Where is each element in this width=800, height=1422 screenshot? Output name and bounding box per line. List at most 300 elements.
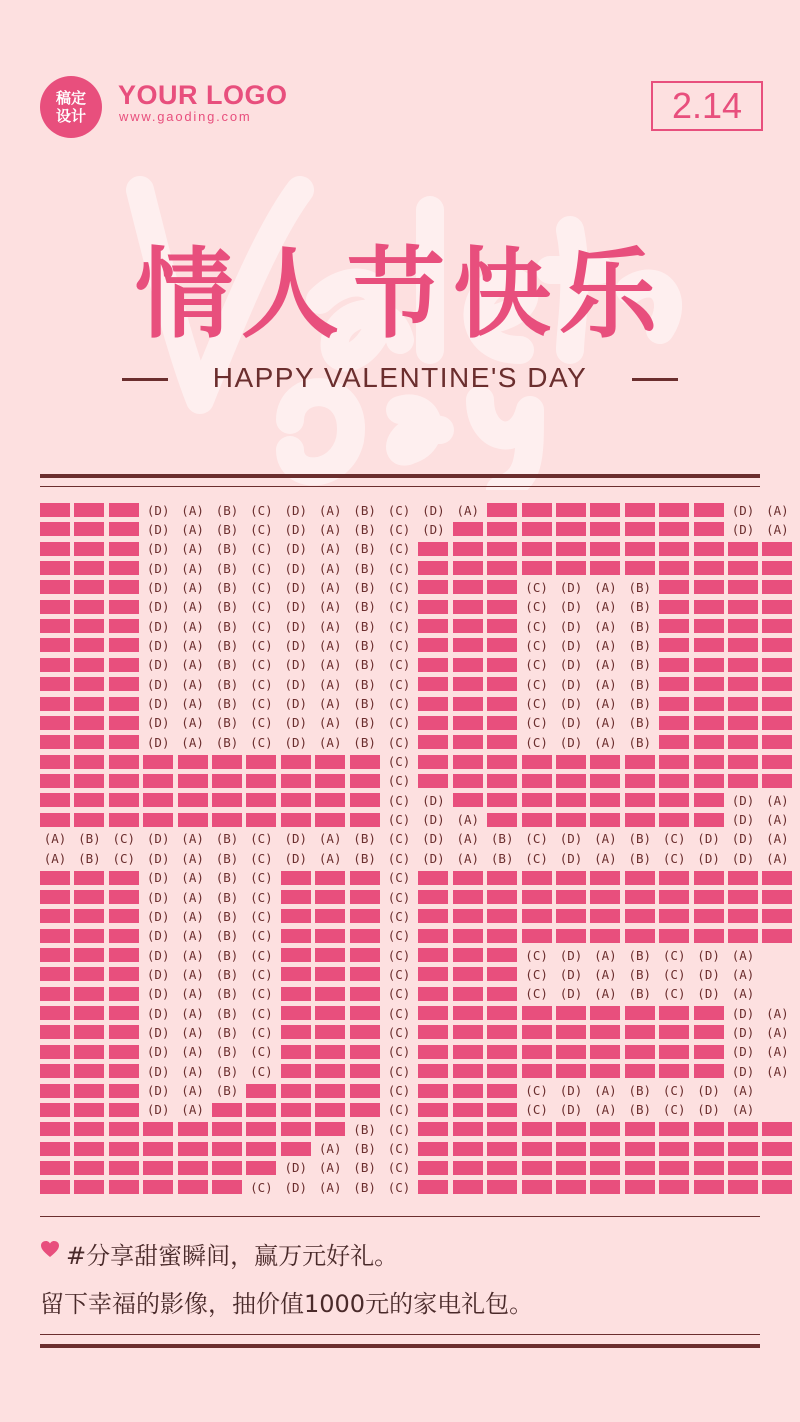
grid-block (590, 503, 620, 517)
grid-label: (D) (559, 637, 583, 653)
grid-block (74, 580, 104, 594)
grid-label: (C) (525, 696, 548, 711)
grid-block (74, 1084, 104, 1098)
grid-block (453, 1122, 483, 1136)
grid-label: (D) (146, 850, 170, 866)
grid-block (350, 929, 380, 943)
grid-label: (D) (284, 676, 308, 692)
grid-label: (B) (215, 734, 239, 750)
grid-block (350, 1045, 380, 1059)
grid-block (281, 909, 311, 923)
grid-block (74, 1103, 104, 1117)
grid-block (522, 813, 552, 827)
grid-label: (D) (731, 502, 755, 518)
grid-block (74, 909, 104, 923)
grid-label: (D) (559, 715, 583, 731)
grid-label: (A) (766, 1024, 789, 1040)
grid-block (109, 1180, 139, 1194)
grid-block (556, 813, 586, 827)
grid-label: (B) (215, 696, 239, 711)
grid-block (40, 948, 70, 962)
grid-block (453, 755, 483, 769)
grid-block (418, 909, 448, 923)
grid-label: (C) (662, 986, 686, 1002)
grid-label: (C) (387, 560, 411, 576)
grid-block (40, 716, 70, 730)
grid-label: (C) (387, 792, 411, 808)
grid-block (350, 871, 380, 885)
grid-block (109, 967, 139, 981)
grid-block (453, 774, 483, 788)
grid-block (143, 755, 173, 769)
grid-block (109, 580, 139, 594)
grid-block (74, 948, 104, 962)
grid-block (625, 522, 655, 536)
grid-block (556, 542, 586, 556)
grid-block (728, 755, 758, 769)
grid-label: (C) (250, 676, 273, 692)
grid-label: (D) (422, 792, 445, 808)
grid-block (350, 1006, 380, 1020)
grid-block (315, 909, 345, 923)
grid-label: (D) (559, 599, 583, 615)
grid-block (556, 793, 586, 807)
grid-block (659, 1064, 689, 1078)
grid-block (315, 1064, 345, 1078)
grid-block (178, 1122, 208, 1136)
grid-block (281, 1142, 311, 1156)
grid-block (522, 561, 552, 575)
grid-label: (D) (146, 947, 170, 963)
grid-block (625, 871, 655, 885)
grid-block (40, 1161, 70, 1175)
grid-label: (C) (387, 1141, 411, 1157)
grid-label: (D) (422, 502, 445, 518)
grid-label: (C) (387, 1044, 411, 1060)
grid-block (487, 1122, 517, 1136)
top-rule-thin (40, 486, 760, 487)
grid-label: (B) (628, 1102, 652, 1118)
grid-label: (C) (250, 1024, 273, 1040)
grid-block (522, 871, 552, 885)
grid-label: (A) (318, 715, 342, 731)
grid-block (487, 561, 517, 575)
grid-block (522, 1045, 552, 1059)
grid-block (659, 522, 689, 536)
grid-block (281, 890, 311, 904)
grid-label: (D) (146, 889, 170, 905)
grid-label: (B) (628, 676, 652, 692)
grid-label: (B) (353, 560, 376, 576)
grid-block (590, 793, 620, 807)
grid-block (487, 1006, 517, 1020)
grid-label: (A) (181, 579, 204, 595)
grid-block (109, 793, 139, 807)
grid-label: (A) (766, 1063, 789, 1079)
grid-label: (D) (284, 850, 308, 866)
grid-block (659, 1161, 689, 1175)
grid-block (659, 561, 689, 575)
grid-block (487, 638, 517, 652)
grid-label: (D) (284, 502, 308, 518)
grid-block (109, 1084, 139, 1098)
grid-label: (D) (146, 1024, 170, 1040)
grid-block (487, 793, 517, 807)
grid-block (281, 1045, 311, 1059)
grid-label: (A) (731, 1102, 755, 1118)
grid-block (350, 774, 380, 788)
grid-label: (C) (250, 870, 273, 886)
grid-block (350, 1103, 380, 1117)
grid-label: (A) (594, 1083, 617, 1098)
grid-block (487, 503, 517, 517)
grid-label: (C) (387, 657, 411, 673)
grid-block (762, 929, 792, 943)
grid-block (590, 929, 620, 943)
grid-label: (A) (456, 502, 480, 518)
bottom-rule-thin (40, 1334, 760, 1335)
grid-block (453, 600, 483, 614)
grid-block (143, 1180, 173, 1194)
grid-label: (B) (215, 502, 239, 518)
grid-label: (D) (146, 599, 170, 615)
grid-label: (B) (215, 1083, 239, 1098)
grid-block (625, 929, 655, 943)
grid-label: (D) (731, 1044, 755, 1060)
grid-label: (C) (387, 1160, 411, 1176)
grid-block (556, 522, 586, 536)
grid-block (74, 1006, 104, 1020)
grid-block (487, 1064, 517, 1078)
grid-label: (B) (215, 850, 239, 866)
grid-label: (C) (525, 947, 548, 963)
grid-block (212, 1103, 242, 1117)
grid-block (556, 909, 586, 923)
grid-block (487, 658, 517, 672)
grid-block (40, 1103, 70, 1117)
grid-block (762, 774, 792, 788)
grid-label: (A) (181, 1005, 204, 1021)
top-rule-thick (40, 474, 760, 478)
grid-block (590, 890, 620, 904)
grid-block (522, 909, 552, 923)
grid-label: (D) (146, 908, 170, 924)
grid-block (625, 793, 655, 807)
grid-block (418, 677, 448, 691)
grid-block (694, 774, 724, 788)
grid-block (40, 1025, 70, 1039)
grid-block (694, 677, 724, 691)
grid-block (694, 1045, 724, 1059)
grid-label: (C) (525, 1083, 548, 1098)
grid-block (40, 813, 70, 827)
grid-block (246, 1084, 276, 1098)
grid-block (109, 735, 139, 749)
grid-block (418, 774, 448, 788)
grid-block (453, 735, 483, 749)
grid-label: (C) (387, 1121, 411, 1137)
grid-label: (A) (594, 599, 617, 615)
grid-block (728, 1180, 758, 1194)
grid-label: (C) (387, 773, 411, 789)
grid-label: (C) (387, 734, 411, 750)
grid-block (453, 658, 483, 672)
grid-block (40, 929, 70, 943)
grid-block (487, 1045, 517, 1059)
grid-block (694, 1064, 724, 1078)
grid-label: (D) (422, 812, 445, 828)
grid-block (694, 929, 724, 943)
logo-url: www.gaoding.com (119, 109, 252, 124)
grid-label: (B) (215, 947, 239, 963)
grid-block (487, 1142, 517, 1156)
grid-block (40, 600, 70, 614)
grid-block (246, 1122, 276, 1136)
grid-block (281, 987, 311, 1001)
logo-badge (40, 76, 102, 138)
grid-block (109, 638, 139, 652)
grid-block (728, 600, 758, 614)
grid-block (281, 948, 311, 962)
grid-block (590, 561, 620, 575)
grid-label: (C) (250, 831, 273, 847)
grid-block (418, 929, 448, 943)
grid-block (694, 1161, 724, 1175)
grid-block (40, 871, 70, 885)
grid-block (453, 909, 483, 923)
grid-block (556, 1045, 586, 1059)
grid-block (694, 619, 724, 633)
grid-label: (D) (284, 715, 308, 731)
grid-label: (D) (146, 502, 170, 518)
grid-block (74, 929, 104, 943)
grid-label: (A) (594, 947, 617, 963)
grid-label: (D) (146, 560, 170, 576)
grid-block (109, 1064, 139, 1078)
grid-block (762, 871, 792, 885)
grid-label: (B) (628, 966, 652, 982)
grid-block (212, 793, 242, 807)
grid-block (590, 1122, 620, 1136)
grid-label: (D) (731, 1005, 755, 1021)
grid-block (556, 890, 586, 904)
grid-label: (C) (387, 618, 411, 634)
grid-label: (B) (215, 831, 239, 847)
grid-label: (A) (766, 1005, 789, 1021)
grid-block (246, 774, 276, 788)
grid-label: (D) (284, 637, 308, 653)
grid-block (74, 503, 104, 517)
grid-label: (B) (353, 618, 376, 634)
grid-block (728, 716, 758, 730)
grid-label: (C) (250, 502, 273, 518)
grid-label: (A) (318, 657, 342, 673)
grid-block (315, 871, 345, 885)
grid-block (625, 1180, 655, 1194)
grid-label: (B) (628, 715, 652, 731)
grid-block (694, 542, 724, 556)
grid-label: (A) (766, 831, 789, 847)
grid-label: (A) (594, 850, 617, 866)
grid-label: (D) (559, 696, 583, 711)
grid-block (109, 677, 139, 691)
grid-label: (C) (387, 1063, 411, 1079)
grid-block (694, 503, 724, 517)
grid-block (40, 987, 70, 1001)
grid-block (40, 580, 70, 594)
grid-label: (C) (525, 637, 548, 653)
grid-block (522, 542, 552, 556)
grid-block (418, 600, 448, 614)
grid-block (143, 1161, 173, 1175)
grid-block (40, 735, 70, 749)
grid-label: (A) (594, 986, 617, 1002)
grid-label: (C) (525, 599, 548, 615)
grid-block (625, 1122, 655, 1136)
grid-block (487, 677, 517, 691)
grid-block (453, 987, 483, 1001)
grid-block (694, 580, 724, 594)
grid-label: (D) (559, 831, 583, 847)
grid-label: (C) (387, 831, 411, 847)
grid-block (556, 774, 586, 788)
grid-block (418, 619, 448, 633)
grid-block (281, 1084, 311, 1098)
grid-block (487, 813, 517, 827)
grid-label: (C) (250, 579, 273, 595)
grid-block (246, 1103, 276, 1117)
grid-label: (C) (387, 715, 411, 731)
grid-block (315, 1084, 345, 1098)
grid-label: (B) (353, 1121, 376, 1137)
grid-block (74, 813, 104, 827)
grid-block (625, 890, 655, 904)
pattern-grid (40, 502, 789, 1199)
grid-label: (A) (594, 966, 617, 982)
grid-label: (A) (318, 618, 342, 634)
grid-block (556, 755, 586, 769)
grid-block (418, 987, 448, 1001)
grid-block (109, 987, 139, 1001)
grid-block (350, 793, 380, 807)
grid-block (522, 1180, 552, 1194)
grid-label: (D) (146, 734, 170, 750)
grid-label: (A) (318, 599, 342, 615)
grid-label: (A) (181, 831, 204, 847)
grid-block (625, 813, 655, 827)
grid-block (728, 871, 758, 885)
grid-label: (B) (490, 831, 514, 847)
grid-block (281, 813, 311, 827)
grid-label: (A) (318, 637, 342, 653)
grid-block (418, 561, 448, 575)
grid-block (453, 1180, 483, 1194)
grid-label: (D) (146, 1102, 170, 1118)
grid-block (556, 1025, 586, 1039)
grid-label: (A) (318, 502, 342, 518)
grid-block (556, 1064, 586, 1078)
grid-block (212, 1142, 242, 1156)
grid-block (694, 1122, 724, 1136)
grid-label: (A) (594, 734, 617, 750)
grid-label: (A) (181, 521, 204, 537)
grid-label: (B) (215, 1063, 239, 1079)
grid-block (728, 1142, 758, 1156)
grid-block (728, 774, 758, 788)
grid-block (315, 1103, 345, 1117)
grid-block (625, 909, 655, 923)
grid-block (350, 1084, 380, 1098)
grid-label: (A) (594, 637, 617, 653)
grid-label: (B) (628, 657, 652, 673)
grid-label: (A) (181, 966, 204, 982)
grid-label: (D) (559, 676, 583, 692)
grid-block (418, 967, 448, 981)
grid-label: (C) (387, 541, 411, 557)
grid-block (418, 638, 448, 652)
grid-block (625, 1045, 655, 1059)
grid-label: (A) (766, 792, 789, 808)
grid-label: (D) (731, 1024, 755, 1040)
grid-label: (C) (250, 1005, 273, 1021)
grid-block (590, 1006, 620, 1020)
grid-block (109, 909, 139, 923)
grid-block (74, 638, 104, 652)
grid-label: (A) (318, 850, 342, 866)
grid-label: (B) (353, 696, 376, 711)
grid-label: (B) (215, 560, 239, 576)
grid-block (728, 638, 758, 652)
grid-label: (B) (628, 850, 652, 866)
grid-block (453, 697, 483, 711)
grid-block (212, 813, 242, 827)
grid-block (40, 542, 70, 556)
grid-block (418, 871, 448, 885)
grid-label: (B) (628, 947, 652, 963)
grid-block (659, 755, 689, 769)
grid-label: (C) (387, 1179, 411, 1195)
grid-block (212, 1180, 242, 1194)
logo-title: YOUR LOGO (118, 80, 288, 110)
grid-block (762, 580, 792, 594)
grid-block (109, 522, 139, 536)
grid-label: (D) (559, 850, 583, 866)
grid-block (625, 774, 655, 788)
grid-block (453, 561, 483, 575)
grid-block (281, 793, 311, 807)
grid-block (659, 716, 689, 730)
grid-label: (B) (215, 676, 239, 692)
subtitle-right-dash (632, 378, 678, 381)
grid-block (418, 735, 448, 749)
grid-label: (C) (525, 831, 548, 847)
grid-block (40, 697, 70, 711)
grid-block (315, 1045, 345, 1059)
grid-block (728, 580, 758, 594)
grid-label: (C) (387, 986, 411, 1002)
grid-block (315, 813, 345, 827)
grid-label: (C) (662, 1083, 686, 1098)
grid-block (40, 793, 70, 807)
grid-block (694, 1180, 724, 1194)
grid-block (659, 890, 689, 904)
grid-block (522, 793, 552, 807)
grid-label: (B) (78, 831, 101, 847)
grid-label: (B) (628, 618, 652, 634)
grid-block (315, 890, 345, 904)
grid-label: (A) (181, 560, 204, 576)
grid-label: (B) (215, 870, 239, 886)
